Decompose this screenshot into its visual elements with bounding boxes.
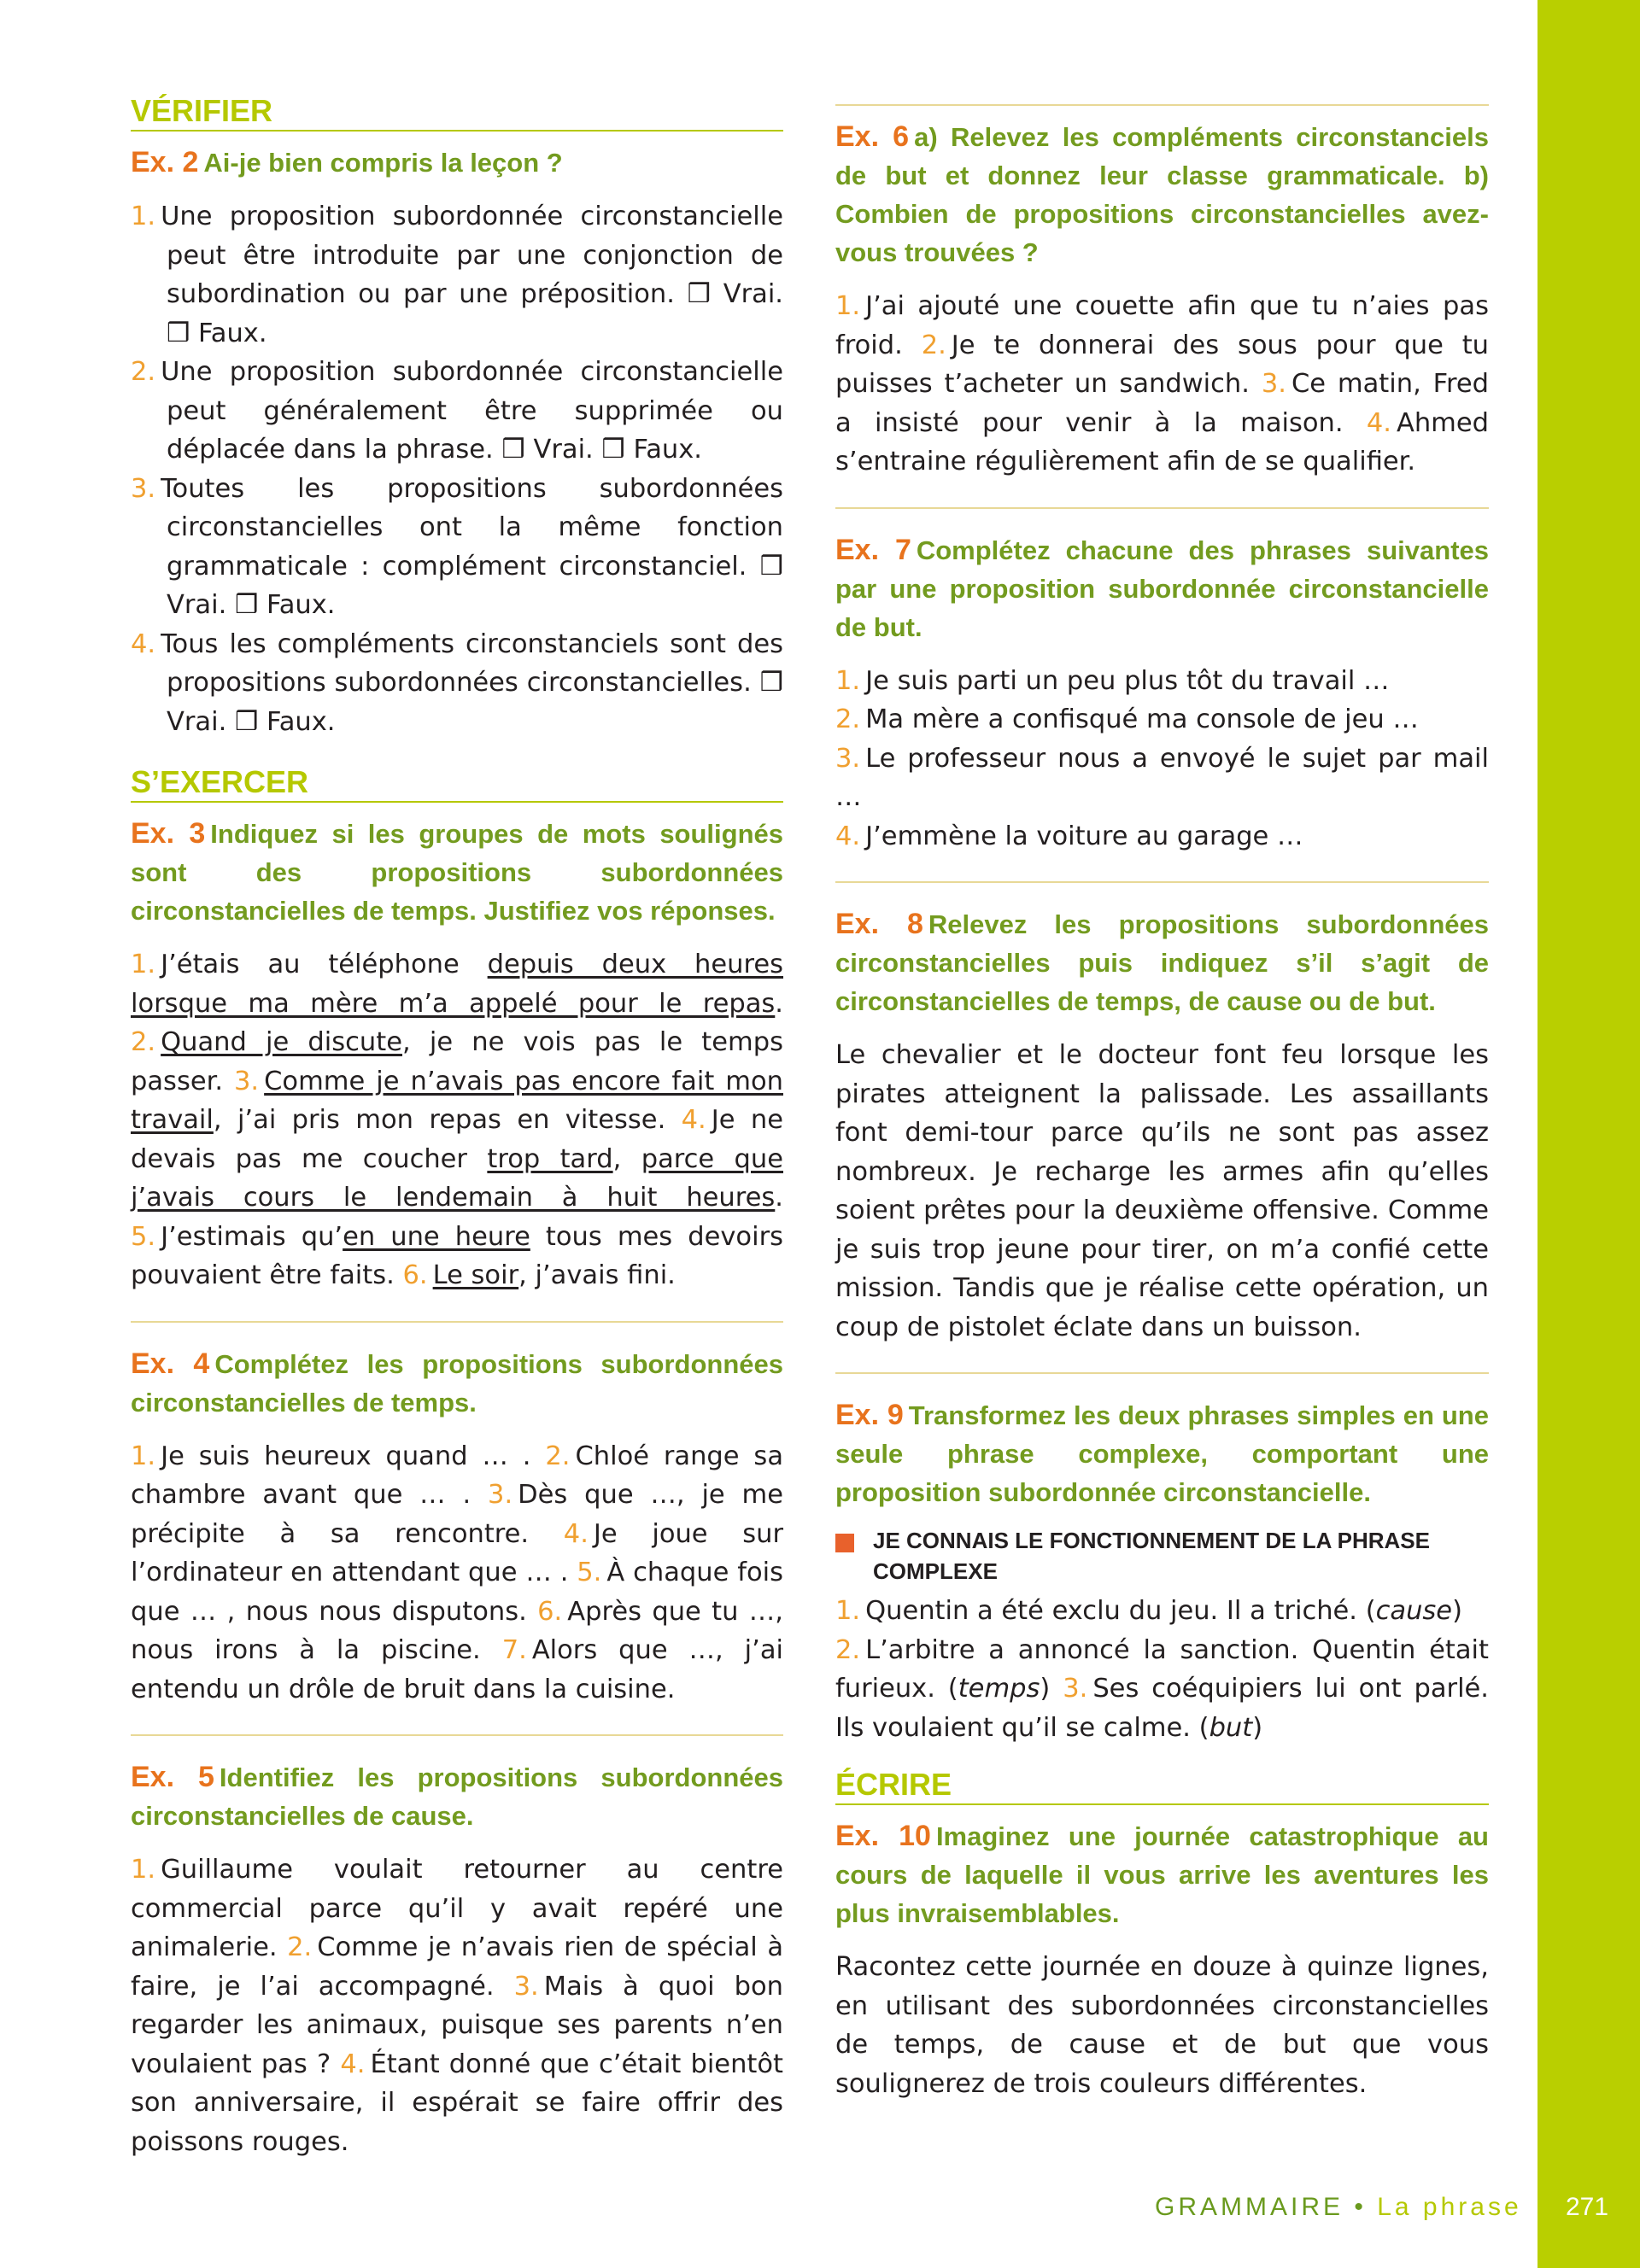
item-number: 2. (131, 1027, 156, 1057)
exercise-3-title (131, 815, 783, 930)
exercise-8-text: Le chevalier et le docteur font feu lorsque les pirates atteignent la palissade. Les assaillants font demi-tour parce qu’ils ne sont pas assez nombreux. Je recharge les armes afin qu’elles soient prêtes pour la deuxième offensive. Comme je suis trop jeune pour tirer, on m’a confié cette mission. Tandis que je réalise cette opération, un coup de pistolet éclate dans un buisson. (835, 1040, 1489, 1342)
text-run: , j’avais fini. (518, 1260, 676, 1290)
text-run: , j’ai pris mon repas en vitesse. (213, 1105, 666, 1135)
exercise-5-number: Ex. 5 (131, 1761, 214, 1793)
item-number: 4. (681, 1105, 706, 1135)
item-number: 2. (921, 330, 946, 360)
underlined-group: trop tard (487, 1143, 613, 1174)
text-run: J’ai ajouté une couette afin que tu n’aies pas froid. (835, 291, 1489, 360)
exercise-4-title-text: Complétez les propositions subordonnées circonstancielles de temps. (131, 1348, 784, 1418)
item-text: Toutes les propositions subordonnées circonstancielles ont la même fonction grammaticale : complément circonstanciel. ❒ Vrai. ❒ Faux. (161, 473, 783, 620)
item-number: 4. (340, 2049, 366, 2079)
exercise-divider (131, 1321, 783, 1323)
text-run: , je ne vois pas le temps passer. (131, 1027, 783, 1096)
footer-bullet: • (1354, 2193, 1367, 2221)
item-text: J’emmène la voiture au garage … (865, 821, 1303, 851)
section-ecrire-heading: ÉCRIRE (835, 1766, 1489, 1805)
exercise-9-title (835, 1396, 1489, 1511)
square-bullet-icon (835, 1534, 854, 1552)
exercise-4-title (131, 1345, 783, 1422)
text-run: Après que tu …, nous irons à la piscine. (131, 1596, 783, 1665)
skill-subheading (835, 1525, 1489, 1587)
item-number: 1. (131, 1441, 156, 1471)
right-column (835, 104, 1489, 2103)
item-number: 2. (835, 1634, 861, 1665)
text-run: J’étais au téléphone (161, 950, 488, 979)
item-number: 4. (131, 628, 156, 659)
text-run: ) (1252, 1712, 1263, 1743)
item-number: 4. (835, 821, 861, 851)
exercise-8-title-text: Relevez les propositions subordonnées circonstancielles puis indiquez s’il s’agit de circonstancielles de temps, de cause ou de but. (835, 909, 1490, 1016)
list-item (835, 739, 1489, 817)
exercise-8-number: Ex. 8 (835, 908, 923, 940)
item-text: Le professeur nous a envoyé le sujet par mail … (835, 743, 1489, 812)
text-run: Je ne devais pas me coucher (131, 1105, 783, 1174)
item-text: Une proposition subordonnée circonstancielle peut être introduite par une conjonction de subordination ou par une préposition. ❒ Vrai. ❒ Faux. (161, 202, 783, 348)
list-item (131, 197, 783, 353)
exercise-divider (835, 507, 1489, 509)
list-item (131, 470, 783, 625)
page-number: 271 (1566, 2193, 1609, 2221)
exercise-10-number: Ex. 10 (835, 1820, 931, 1852)
text-run: Étant donné que c’était bientôt son anniversaire, il espérait se faire offrir des poissons rouges. (131, 2049, 783, 2157)
text-run: , (612, 1143, 641, 1174)
item-number: 1. (835, 1596, 861, 1626)
item-number: 3. (234, 1066, 260, 1096)
text-run: ) (1040, 1674, 1051, 1704)
exercise-6-number: Ex. 6 (835, 120, 910, 153)
item-number: 3. (513, 1971, 539, 2002)
exercise-10-text: Racontez cette journée en douze à quinze lignes, en utilisant des subordonnées circonstancielles de temps, de cause et de but que vous soulignerez de trois couleurs différentes. (835, 1952, 1489, 2099)
list-item (131, 625, 783, 742)
underlined-group: lorsque ma mère m’a appelé pour le repas (131, 988, 776, 1019)
text-run: . (775, 988, 783, 1019)
exercise-3-title-text: Indiquez si les groupes de mots soulignés sont des propositions subordonnées circonstancielles de temps. Justifiez vos réponses. (131, 819, 784, 926)
exercise-2-list (131, 197, 783, 741)
underlined-group: en une heure (343, 1221, 530, 1252)
text-run: tous mes devoirs pouvaient être faits. (131, 1221, 783, 1290)
text-run: Dès que …, je me précipite à sa rencontre. (131, 1480, 783, 1549)
exercise-10-title-text: Imaginez une journée catastrophique au cours de laquelle il vous arrive les aventures les plus invraisemblables. (835, 1821, 1489, 1928)
item-number: 2. (287, 1932, 313, 1962)
item-number: 1. (131, 202, 156, 231)
text-run: Mais à quoi bon regarder les animaux, puisque ses parents n’en voulaient pas ? (131, 1971, 783, 2079)
exercise-7-number: Ex. 7 (835, 533, 911, 566)
footer-subsection: La phrase (1377, 2193, 1522, 2221)
text-run: Je joue sur l’ordinateur en attendant que … . (131, 1518, 784, 1587)
section-verifier-heading: VÉRIFIER (131, 92, 783, 132)
item-number: 7. (501, 1635, 527, 1665)
exercise-2-number: Ex. 2 (131, 146, 199, 178)
exercise-4-text (131, 1437, 783, 1710)
exercise-7-title (835, 531, 1489, 646)
left-column (131, 92, 783, 2161)
item-text: Tous les compléments circonstanciels sont des propositions subordonnées circonstancielles. ❒ Vrai. ❒ Faux. (161, 628, 783, 737)
text-run: Ahmed s’entraine régulièrement afin de se qualifier. (835, 407, 1489, 476)
exercise-2-title-text: Ai-je bien compris la leçon ? (203, 148, 563, 178)
underlined-group: Le soir (432, 1260, 519, 1290)
item-number: 3. (1063, 1674, 1088, 1704)
exercise-divider (835, 1372, 1489, 1374)
text-run: . (775, 1183, 783, 1213)
exercise-8-title (835, 905, 1489, 1020)
text-run: Chloé range sa chambre avant que … . (131, 1441, 784, 1510)
item-number: 5. (577, 1558, 602, 1587)
item-number: 2. (545, 1441, 571, 1471)
item-number: 1. (835, 665, 861, 696)
text-run: Ses coéquipiers lui ont parlé. Ils voulaient qu’il se calme. ( (835, 1674, 1489, 1743)
underlined-group: Quand je discute (161, 1027, 402, 1057)
exercise-3-text (131, 945, 783, 1295)
item-number: 6. (402, 1260, 428, 1290)
item-number: 3. (488, 1480, 513, 1510)
exercise-7-list (835, 662, 1489, 856)
underlined-group: Comme je n’avais pas encore fait mon travail (131, 1066, 783, 1135)
item-number: 4. (1366, 407, 1391, 438)
exercise-2-title (131, 143, 783, 182)
text-run: Guillaume voulait retourner au centre commercial parce qu’il y avait repéré une animalerie. (131, 1855, 783, 1962)
text-run: Comme je n’avais rien de spécial à faire, je l’ai accompagné. (131, 1932, 784, 2002)
text-run: Je suis heureux quand … . (161, 1441, 531, 1471)
italic-hint: cause (1375, 1596, 1453, 1626)
text-run: Je te donnerai des sous pour que tu puisses t’acheter un sandwich. (835, 330, 1490, 399)
underlined-group: parce que j’avais cours le lendemain à huit heures (131, 1143, 783, 1213)
exercise-9-title-text: Transformez les deux phrases simples en une seule phrase complexe, comportant une proposition subordonnée circonstancielle. (835, 1400, 1489, 1507)
text-run: Quentin a été exclu du jeu. Il a triché. ( (865, 1596, 1376, 1626)
list-item (835, 662, 1489, 701)
section-sexercer-heading: S’EXERCER (131, 763, 783, 803)
exercise-7-title-text: Complétez chacune des phrases suivantes par une proposition subordonnée circonstancielle de but. (835, 535, 1490, 642)
item-number: 3. (835, 743, 861, 774)
item-number: 1. (835, 291, 861, 321)
list-item (835, 700, 1489, 739)
footer-section: GRAMMAIRE (1155, 2193, 1344, 2221)
text-run: Alors que …, j’ai entendu un drôle de bruit dans la cuisine. (131, 1635, 784, 1704)
item-number: 2. (835, 704, 861, 734)
item-number: 5. (131, 1221, 156, 1252)
text-run: J’estimais qu’ (161, 1221, 343, 1252)
item-number: 6. (537, 1596, 563, 1627)
list-item (131, 353, 783, 470)
exercise-5-title-text: Identifiez les propositions subordonnées circonstancielles de cause. (131, 1762, 784, 1831)
text-run: À chaque fois que … , nous nous disputons. (131, 1558, 783, 1627)
item-number: 1. (131, 1855, 156, 1885)
italic-hint: temps (958, 1674, 1040, 1704)
underlined-group: depuis deux heures (487, 950, 784, 979)
exercise-9-number: Ex. 9 (835, 1399, 904, 1431)
item-text: Une proposition subordonnée circonstancielle peut généralement être supprimée ou déplacée dans la phrase. ❒ Vrai. ❒ Faux. (161, 357, 783, 465)
list-item (835, 817, 1489, 856)
item-number: 2. (131, 357, 156, 387)
item-number: 3. (1261, 369, 1286, 399)
exercise-divider (835, 104, 1489, 106)
exercise-5-text (131, 1850, 783, 2161)
exercise-6-title-text: a) Relevez les compléments circonstanciels de but et donnez leur classe grammaticale. b) Combien de propositions circonstancielles avez-vous trouvées ? (835, 122, 1489, 267)
item-text: Je suis parti un peu plus tôt du travail … (865, 665, 1390, 696)
exercise-6-title (835, 118, 1489, 272)
exercise-divider (835, 881, 1489, 883)
exercise-6-text (835, 287, 1489, 482)
exercise-5-title (131, 1758, 783, 1835)
item-number: 1. (131, 950, 156, 979)
text-run: Ce matin, Fred a insisté pour venir à la maison. (835, 369, 1489, 438)
italic-hint: but (1209, 1712, 1253, 1743)
text-run: ) (1452, 1596, 1462, 1626)
item-text: Ma mère a confisqué ma console de jeu … (865, 704, 1419, 734)
item-number: 4. (563, 1518, 589, 1549)
side-band (1538, 0, 1640, 2268)
item-number: 3. (131, 473, 156, 504)
skill-subheading-text: JE CONNAIS LE FONCTIONNEMENT DE LA PHRASE COMPLEXE (873, 1528, 1430, 1584)
exercise-9-text (835, 1592, 1489, 1747)
text-run: L’arbitre a annoncé la sanction. Quentin était furieux. ( (835, 1634, 1489, 1704)
exercise-3-number: Ex. 3 (131, 817, 206, 850)
running-footer (1155, 2193, 1522, 2222)
exercise-4-number: Ex. 4 (131, 1347, 210, 1380)
exercise-10-title (835, 1817, 1489, 1932)
exercise-divider (131, 1734, 783, 1736)
